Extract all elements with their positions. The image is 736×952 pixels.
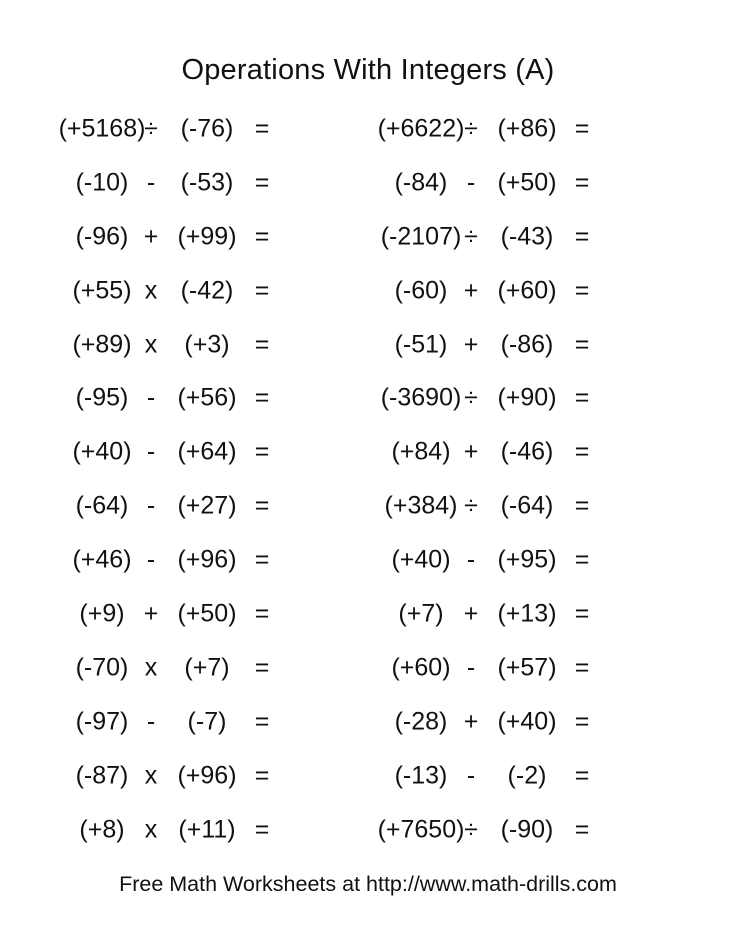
left-problem-operator: x xyxy=(144,815,158,844)
left-problem-operand-1: (+89) xyxy=(72,330,132,358)
right-problem-operator: - xyxy=(466,545,476,574)
left-problem-operator: x xyxy=(144,653,158,682)
problem-row xyxy=(0,318,736,372)
right-problem-equals-sign: = xyxy=(574,653,590,682)
left-problem-operand-1: (+46) xyxy=(72,545,132,574)
left-problem-operand-2: (+27) xyxy=(177,491,237,520)
problem-row xyxy=(0,533,736,587)
problem-row xyxy=(0,102,736,156)
right-problem-operand-2: (-86) xyxy=(500,330,554,358)
left-problem-operator: x xyxy=(144,761,158,790)
left-problem-operator: - xyxy=(146,545,156,574)
left-problem-operand-1: (-10) xyxy=(75,168,129,197)
right-problem-operand-2: (+40) xyxy=(497,707,557,736)
left-problem-operand-1: (+8) xyxy=(79,815,125,844)
right-problem-operand-1: (+40) xyxy=(391,545,451,574)
right-problem-operator: + xyxy=(463,330,479,358)
right-problem-operator: ÷ xyxy=(464,383,478,412)
right-problem-equals-sign: = xyxy=(574,437,590,466)
problem-row xyxy=(0,371,736,425)
left-problem-equals-sign: = xyxy=(254,491,270,520)
problem-row xyxy=(0,803,736,857)
right-problem-equals-sign: = xyxy=(574,383,590,412)
left-problem-operand-1: (-70) xyxy=(75,653,129,682)
left-problem-equals-sign: = xyxy=(254,168,270,197)
right-problem-operand-1: (-3690) xyxy=(380,383,462,412)
left-problem-operand-2: (+7) xyxy=(184,653,230,682)
right-problem-operand-1: (+384) xyxy=(384,491,458,520)
right-problem-equals-sign: = xyxy=(574,491,590,520)
problem-row xyxy=(0,641,736,695)
right-problem-equals-sign: = xyxy=(574,114,590,143)
left-problem-operand-1: (+40) xyxy=(72,437,132,466)
left-problem-operand-1: (-97) xyxy=(75,707,129,736)
right-problem-operator: + xyxy=(463,599,479,628)
right-problem-operand-1: (+84) xyxy=(391,437,451,466)
left-problem-operand-1: (-87) xyxy=(75,761,129,790)
left-problem-equals-sign: = xyxy=(254,383,270,412)
left-problem-operand-1: (-64) xyxy=(75,491,129,520)
right-problem-equals-sign: = xyxy=(574,599,590,628)
left-problem-equals-sign: = xyxy=(254,761,270,790)
left-problem-operand-2: (-53) xyxy=(180,168,234,197)
left-problem-equals-sign: = xyxy=(254,599,270,628)
right-problem-equals-sign: = xyxy=(574,761,590,790)
problem-row xyxy=(0,695,736,749)
left-problem-operand-1: (+55) xyxy=(72,276,132,305)
right-problem-equals-sign: = xyxy=(574,545,590,574)
right-problem-operand-1: (-2107) xyxy=(380,222,462,251)
left-problem-operator: ÷ xyxy=(144,114,158,143)
worksheet-title: Operations With Integers (A) xyxy=(181,54,555,86)
left-problem-operator: + xyxy=(143,222,159,251)
right-problem-operand-1: (-51) xyxy=(394,330,448,358)
right-problem-operand-2: (+50) xyxy=(497,168,557,197)
left-problem-operand-2: (+3) xyxy=(184,330,230,358)
problem-row xyxy=(0,264,736,318)
left-problem-operand-2: (+11) xyxy=(178,815,236,844)
left-problem-operator: - xyxy=(146,168,156,197)
right-problem-operand-1: (-60) xyxy=(394,276,448,305)
right-problem-operator: + xyxy=(463,437,479,466)
right-problem-operand-1: (+6622) xyxy=(377,114,465,143)
left-problem-operand-1: (-95) xyxy=(75,383,129,412)
left-problem-operand-1: (+5168) xyxy=(58,114,146,143)
right-problem-operand-2: (+60) xyxy=(497,276,557,305)
right-problem-operator: ÷ xyxy=(464,491,478,520)
left-problem-operand-2: (-42) xyxy=(180,276,234,305)
footer-credit: Free Math Worksheets at http://www.math-drills.com xyxy=(119,872,617,896)
problem-row xyxy=(0,156,736,210)
right-problem-operator: + xyxy=(463,707,479,736)
left-problem-equals-sign: = xyxy=(254,653,270,682)
right-problem-operand-2: (+57) xyxy=(497,653,557,682)
right-problem-equals-sign: = xyxy=(574,330,590,358)
right-problem-operator: ÷ xyxy=(464,114,478,143)
right-problem-operand-2: (-90) xyxy=(500,815,554,844)
left-problem-equals-sign: = xyxy=(254,222,270,251)
left-problem-equals-sign: = xyxy=(254,114,270,143)
left-problem-operator: x xyxy=(144,330,158,358)
right-problem-operand-1: (-28) xyxy=(394,707,448,736)
right-problem-operand-2: (+86) xyxy=(497,114,557,143)
problem-row xyxy=(0,425,736,479)
left-problem-equals-sign: = xyxy=(254,276,270,305)
left-problem-operand-1: (+9) xyxy=(79,599,125,628)
left-problem-operand-1: (-96) xyxy=(75,222,129,251)
right-problem-operand-1: (+7) xyxy=(398,599,444,628)
right-problem-operand-1: (-84) xyxy=(394,168,448,197)
left-problem-equals-sign: = xyxy=(254,815,270,844)
right-problem-equals-sign: = xyxy=(574,815,590,844)
right-problem-operand-2: (-2) xyxy=(507,761,547,790)
left-problem-operand-2: (+96) xyxy=(177,545,237,574)
left-problem-operator: - xyxy=(146,491,156,520)
left-problem-operand-2: (+50) xyxy=(177,599,237,628)
right-problem-operand-2: (-64) xyxy=(500,491,554,520)
right-problem-operator: ÷ xyxy=(464,222,478,251)
left-problem-operator: - xyxy=(146,437,156,466)
right-problem-operand-2: (-43) xyxy=(500,222,554,251)
left-problem-operator: - xyxy=(146,707,156,736)
left-problem-equals-sign: = xyxy=(254,707,270,736)
right-problem-equals-sign: = xyxy=(574,276,590,305)
right-problem-operator: - xyxy=(466,761,476,790)
right-problem-operator: ÷ xyxy=(464,815,478,844)
problem-row xyxy=(0,587,736,641)
right-problem-operand-2: (+13) xyxy=(497,599,557,628)
left-problem-operand-2: (-7) xyxy=(187,707,227,736)
problem-row xyxy=(0,210,736,264)
left-problem-operator: + xyxy=(143,599,159,628)
right-problem-operand-2: (+95) xyxy=(497,545,557,574)
right-problem-operand-1: (+7650) xyxy=(377,815,465,844)
left-problem-equals-sign: = xyxy=(254,437,270,466)
right-problem-equals-sign: = xyxy=(574,222,590,251)
right-problem-operator: + xyxy=(463,276,479,305)
right-problem-operator: - xyxy=(466,168,476,197)
right-problem-equals-sign: = xyxy=(574,707,590,736)
left-problem-equals-sign: = xyxy=(254,545,270,574)
right-problem-operand-2: (+90) xyxy=(497,383,557,412)
left-problem-operand-2: (-76) xyxy=(180,114,234,143)
problems-list xyxy=(0,102,736,858)
left-problem-operator: - xyxy=(146,383,156,412)
left-problem-operand-2: (+64) xyxy=(177,437,237,466)
right-problem-operand-2: (-46) xyxy=(500,437,554,466)
right-problem-operand-1: (+60) xyxy=(391,653,451,682)
problem-row xyxy=(0,749,736,803)
left-problem-operand-2: (+96) xyxy=(177,761,237,790)
left-problem-operator: x xyxy=(144,276,158,305)
right-problem-equals-sign: = xyxy=(574,168,590,197)
left-problem-operand-2: (+99) xyxy=(177,222,237,251)
right-problem-operator: - xyxy=(466,653,476,682)
right-problem-operand-1: (-13) xyxy=(394,761,448,790)
left-problem-equals-sign: = xyxy=(254,330,270,358)
left-problem-operand-2: (+56) xyxy=(177,383,237,412)
problem-row xyxy=(0,479,736,533)
